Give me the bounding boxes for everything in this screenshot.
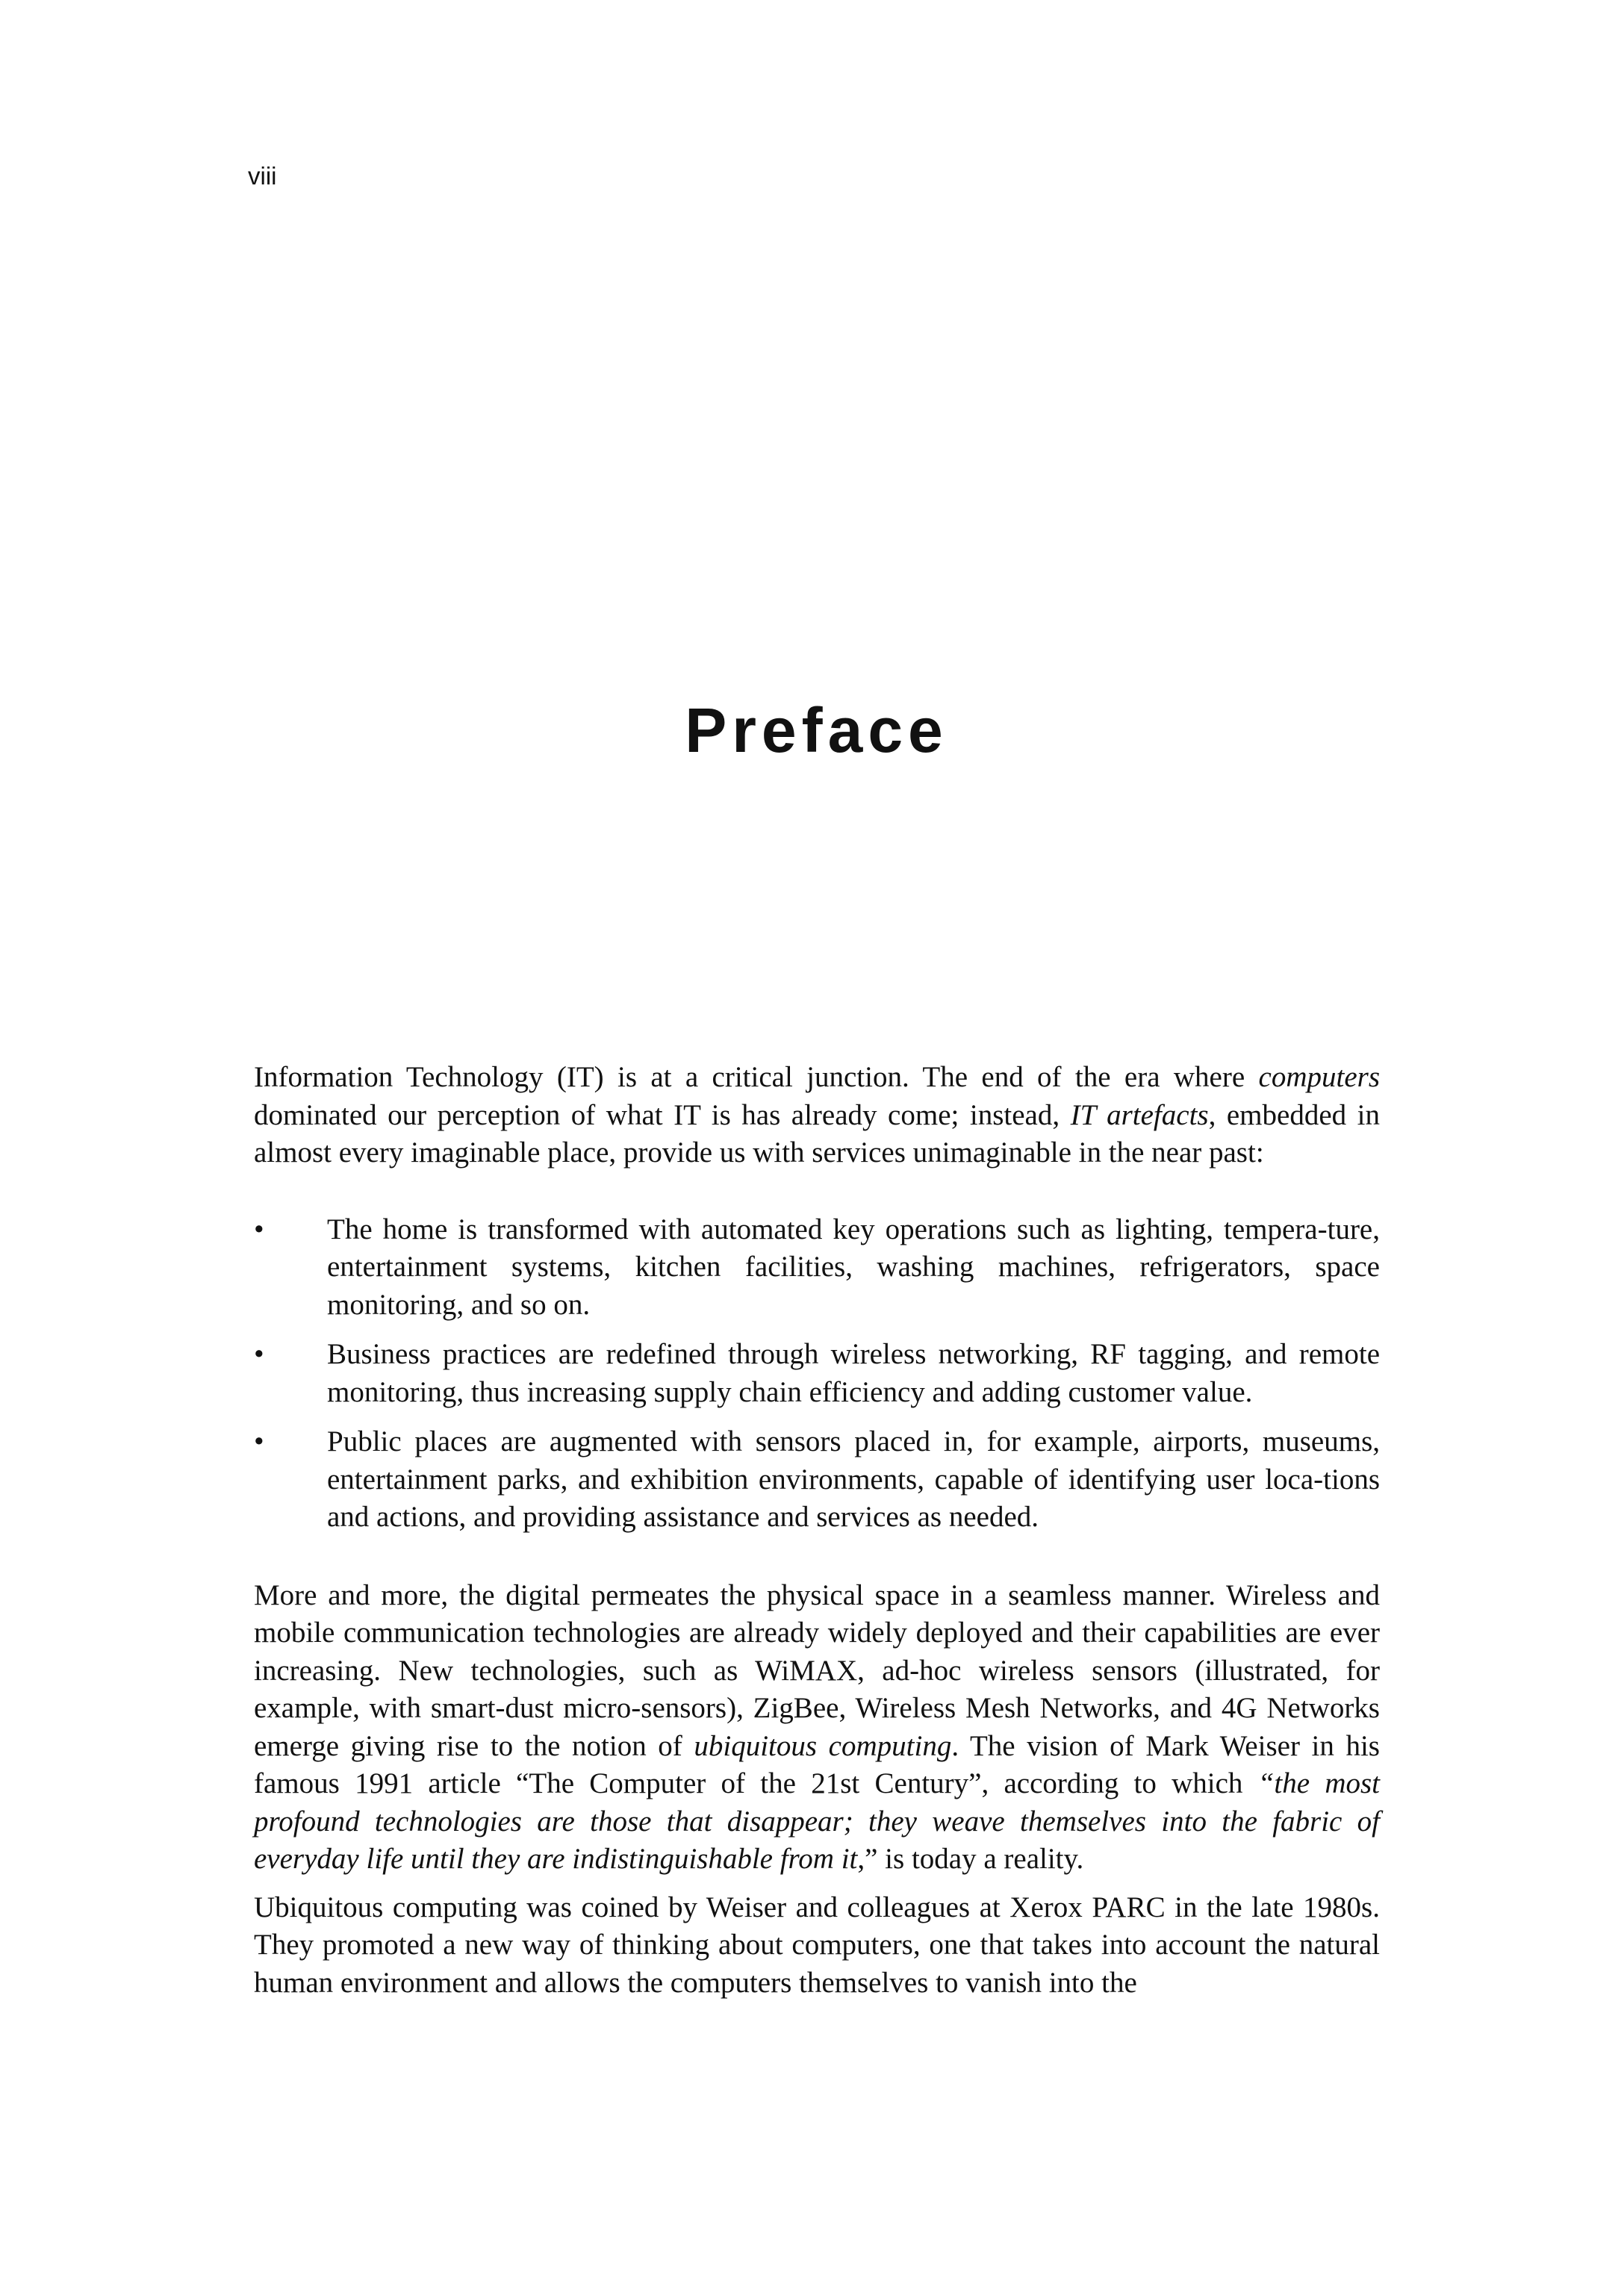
intro-emphasis-computers: computers: [1258, 1061, 1380, 1093]
list-item-text: Business practices are redefined through wireless networking, RF tagging, and remote monitoring, thus increasing supply chain efficiency and adding customer value.: [327, 1338, 1380, 1408]
page-title: Preface: [685, 695, 948, 765]
bullet-list: [254, 1211, 1380, 1537]
intro-emphasis-it-artefacts: IT artefacts: [1070, 1098, 1209, 1131]
body-text: [254, 1059, 1380, 2002]
bullet-icon: •: [254, 1338, 264, 1370]
list-item: [254, 1336, 1380, 1411]
body-paragraph-2: [254, 1577, 1380, 1879]
intro-text-2: dominated our perception of what IT is has already come; instead,: [254, 1098, 1071, 1131]
list-item: [254, 1211, 1380, 1325]
bullet-icon: •: [254, 1213, 264, 1245]
para-2-text-2: . The vision of Mark Weiser in his famous 1991 article “The Computer of the 21st Century”, according to which: [254, 1729, 1380, 1799]
list-item-text: Public places are augmented with sensors placed in, for example, airports, museums, entertainment parks, and exhibition environments, capable of identifying user loca-tions and actions, and providing assistance and services as needed.: [327, 1425, 1380, 1533]
list-item: [254, 1423, 1380, 1537]
intro-text-3: , embedded in almost every imaginable place, provide us with services unimaginable in the near past:: [254, 1098, 1380, 1169]
list-item-text: The home is transformed with automated key operations such as lighting, tempera-ture, entertainment systems, kitchen facilities, washing machines, refrigerators, space monitoring, and so on.: [327, 1213, 1380, 1321]
page-number: viii: [248, 162, 277, 190]
para-2-quote: “the most profound technologies are those that disappear; they weave themselves into the fabric of everyday life until they are indistinguishable from it: [254, 1767, 1380, 1875]
body-paragraph-3: Ubiquitous computing was coined by Weiser and colleagues at Xerox PARC in the late 1980s. They promoted a new way of thinking about computers, one that takes into account the natural human environment and allows the computers themselves to vanish into the: [254, 1891, 1380, 1999]
para-2-text-3: ,” is today a reality.: [857, 1843, 1084, 1875]
intro-paragraph: [254, 1059, 1380, 1172]
intro-text-1: Information Technology (IT) is at a critical junction. The end of the era where: [254, 1061, 1259, 1093]
para-2-text-1: More and more, the digital permeates the physical space in a seamless manner. Wireless and mobile communication technologies are already widely deployed and their capabilities are ever increasing. New technologies, such as WiMAX, ad-hoc wireless sensors (illustrated, for example, with smart-dust micro-sensors), ZigBee, Wireless Mesh Networks, and 4G Networks emerge giving rise to the notion of: [254, 1578, 1380, 1762]
bullet-icon: •: [254, 1425, 264, 1457]
para-2-emphasis-ubiquitous: ubiquitous computing: [694, 1729, 952, 1762]
